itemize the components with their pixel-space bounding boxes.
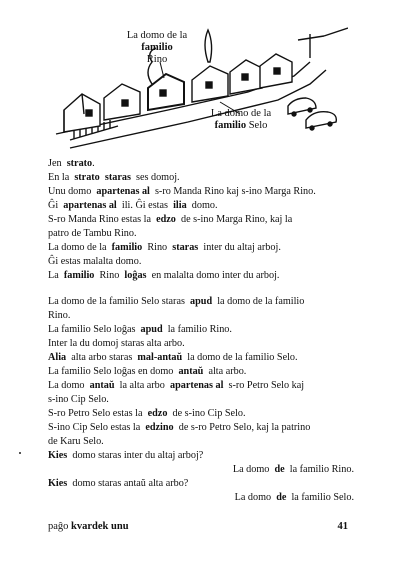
text-segment: S-ro Manda Rino estas la bbox=[48, 214, 151, 225]
text-segment: . bbox=[92, 158, 95, 169]
text-line bbox=[48, 295, 368, 309]
text-segment: de Karu Selo. bbox=[48, 436, 104, 447]
lesson-text bbox=[48, 157, 368, 505]
text-segment: Rino bbox=[147, 242, 168, 253]
text-segment: Ĝi bbox=[48, 200, 59, 211]
text-line bbox=[48, 491, 368, 505]
text-segment: domo staras inter du altaj arboj? bbox=[72, 450, 204, 461]
text-line bbox=[48, 255, 368, 269]
text-line bbox=[48, 365, 368, 379]
text-segment: La familio Selo loĝas bbox=[48, 324, 136, 335]
footer-bold: kvardek unu bbox=[71, 521, 129, 532]
vocab-word: strato bbox=[74, 172, 100, 183]
text-line bbox=[48, 393, 368, 407]
text-line bbox=[48, 323, 368, 337]
text-segment: s-ro Manda Rino kaj s-ino Marga Rino. bbox=[154, 186, 316, 197]
house-5 bbox=[230, 60, 262, 94]
text-segment: s-ino Cip Selo. bbox=[48, 394, 109, 405]
text-segment: La domo de la bbox=[48, 242, 107, 253]
text-segment: La domo bbox=[232, 464, 270, 475]
text-line bbox=[48, 477, 368, 491]
text-segment: patro de Tambu Rino. bbox=[48, 228, 137, 239]
text-line bbox=[48, 379, 368, 393]
vocab-word: apartenas al bbox=[96, 186, 150, 197]
vocab-word: ilia bbox=[173, 200, 187, 211]
vocab-word: apud bbox=[140, 324, 163, 335]
text-segment: Rino bbox=[99, 270, 120, 281]
text-segment: la domo de la familio Selo. bbox=[187, 352, 298, 363]
house-2 bbox=[104, 84, 140, 120]
vocab-word: Kies bbox=[48, 478, 68, 489]
page-number: 41 bbox=[337, 521, 348, 532]
vocab-word: de bbox=[274, 464, 285, 475]
text-line bbox=[48, 171, 368, 185]
text-line bbox=[48, 337, 368, 351]
paragraph-gap bbox=[48, 283, 368, 295]
callout-selo bbox=[186, 108, 296, 132]
vocab-word: mal-antaŭ bbox=[137, 352, 183, 363]
vocab-word: edzo bbox=[147, 408, 168, 419]
vocab-word: apud bbox=[190, 296, 213, 307]
vocab-word: loĝas bbox=[124, 270, 147, 281]
text-segment: S-ro Petro Selo estas la bbox=[48, 408, 143, 419]
vocab-word: antaŭ bbox=[178, 366, 204, 377]
text-segment: en malalta domo inter du arboj. bbox=[151, 270, 280, 281]
vocab-word: Alia bbox=[48, 352, 67, 363]
text-segment: de s-ro Petro Selo, kaj la patrino bbox=[178, 422, 311, 433]
text-line bbox=[48, 227, 368, 241]
text-segment: alta arbo staras bbox=[71, 352, 133, 363]
text-line bbox=[48, 241, 368, 255]
car-2 bbox=[306, 112, 336, 130]
vocab-word: strato bbox=[66, 158, 93, 169]
vocab-word: familio bbox=[111, 242, 143, 253]
text-segment: alta arbo. bbox=[208, 366, 247, 377]
print-speck bbox=[19, 452, 21, 454]
vocab-word: staras bbox=[172, 242, 199, 253]
text-line bbox=[48, 463, 368, 477]
callout-line: La domo de la bbox=[126, 30, 188, 41]
callout-bold: familio bbox=[214, 120, 247, 131]
text-line bbox=[48, 157, 368, 171]
text-segment: domo staras antaŭ alta arbo? bbox=[72, 478, 189, 489]
house-6 bbox=[260, 54, 292, 88]
callout-line: Rino bbox=[146, 54, 168, 65]
house-1 bbox=[64, 94, 100, 132]
text-segment: la familio Selo. bbox=[291, 492, 354, 503]
text-segment: de s-ino Cip Selo. bbox=[172, 408, 246, 419]
callout-line: Selo bbox=[248, 120, 268, 131]
text-segment: En la bbox=[48, 172, 70, 183]
text-line bbox=[48, 351, 368, 365]
house-4 bbox=[192, 66, 228, 102]
vocab-word: apartenas al bbox=[63, 200, 117, 211]
vocab-word: de bbox=[276, 492, 287, 503]
callout-rino bbox=[112, 30, 202, 66]
text-line bbox=[48, 309, 368, 323]
text-segment: La bbox=[48, 270, 59, 281]
text-line bbox=[48, 213, 368, 227]
callout-line: La domo de la bbox=[210, 108, 272, 119]
text-line bbox=[48, 199, 368, 213]
text-line bbox=[48, 449, 368, 463]
text-segment: domo. bbox=[191, 200, 218, 211]
callout-bold: familio bbox=[141, 42, 173, 53]
footer-label bbox=[48, 521, 129, 532]
text-line bbox=[48, 407, 368, 421]
text-segment: inter du altaj arboj. bbox=[203, 242, 281, 253]
text-segment: S-ino Cip Selo estas la bbox=[48, 422, 141, 433]
vocab-word: familio bbox=[63, 270, 95, 281]
tree bbox=[205, 30, 212, 62]
vocab-word: apartenas al bbox=[169, 380, 224, 391]
text-segment: La domo bbox=[48, 380, 85, 391]
vocab-word: edzo bbox=[156, 214, 176, 225]
text-segment: Unu domo bbox=[48, 186, 92, 197]
text-segment: La domo bbox=[234, 492, 272, 503]
vocab-word: Kies bbox=[48, 450, 68, 461]
text-segment: Ĝi estas malalta domo. bbox=[48, 256, 142, 267]
text-segment: Inter la du domoj staras alta arbo. bbox=[48, 338, 185, 349]
text-segment: la domo de la familio bbox=[217, 296, 305, 307]
text-segment: La domo de la familio Selo staras bbox=[48, 296, 185, 307]
text-line bbox=[48, 185, 368, 199]
text-segment: la familio Rino. bbox=[289, 464, 354, 475]
vocab-word: antaŭ bbox=[89, 380, 115, 391]
text-line bbox=[48, 435, 368, 449]
text-line bbox=[48, 421, 368, 435]
vocab-word: staras bbox=[104, 172, 131, 183]
text-line bbox=[48, 269, 368, 283]
text-segment: ili. Ĝi estas bbox=[121, 200, 168, 211]
text-segment: s-ro Petro Selo kaj bbox=[228, 380, 305, 391]
text-segment: Jen bbox=[48, 158, 62, 169]
text-segment: la familio Rino. bbox=[167, 324, 232, 335]
text-segment: Rino. bbox=[48, 310, 71, 321]
text-segment: de s-ino Marga Rino, kaj la bbox=[181, 214, 293, 225]
text-segment: La familio Selo loĝas en domo bbox=[48, 366, 174, 377]
vocab-word: edzino bbox=[145, 422, 174, 433]
text-segment: ses domoj. bbox=[136, 172, 180, 183]
footer-text: paĝo bbox=[48, 521, 69, 532]
text-segment: la alta arbo bbox=[119, 380, 165, 391]
